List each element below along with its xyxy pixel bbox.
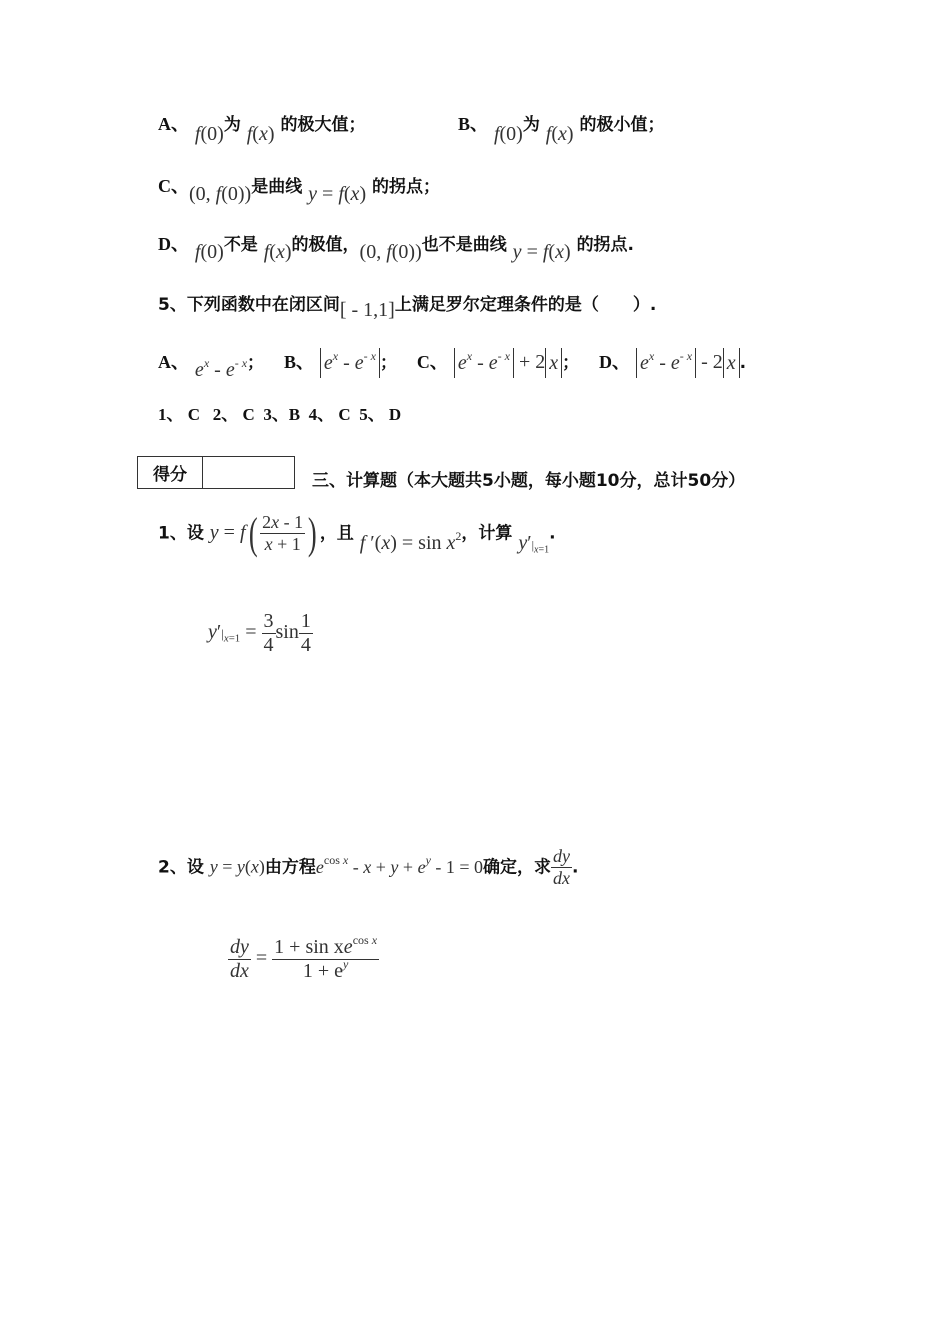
section-title: 三、计算题（本大题共5小题，每小题10分，总计50分） — [312, 471, 746, 491]
problem-2: 2、设 y = y(x)由方程$e^{cos x} - x + y + e^y - 1 = 0$确定，求 $\frac{dy}{dx}$ . — [158, 846, 579, 888]
problem-2-answer: $\frac{dy}{dx}$ = $\frac{1 + \sin xe^{cos x}}{1 + e^y}$ — [230, 933, 378, 982]
score-blank[interactable] — [203, 457, 295, 489]
q5-options: A、 $e^x - e^{- x}$； B、 $e^x - e^{- x}$ ； C、 $e^x - e^{- x} + 2$ x ； D、 $e^x - e^{- x} - 2$ x . — [158, 349, 747, 381]
answer-key: 1、 C 2、 C 3、B 4、 C 5、 D — [158, 405, 402, 424]
q4-option-d: D、 f(0)不是 f(x)的极值，(0, f(0))也不是曲线 y = f(x) 的拐点. — [158, 234, 635, 263]
problem-1: 1、设 y = f( $\frac{2x - 1}{x + 1}$ ) ，且 f $'(x) = \sin x^2$，计算 $y'|_{x=1}$. — [158, 509, 556, 558]
q5-stem: 5、下列函数中在闭区间[ - 1,1]上满足罗尔定理条件的是（ ）. — [158, 295, 657, 321]
q4-option-c: C、(0, f(0))是曲线 y = f(x) 的拐点； — [158, 176, 441, 205]
problem-1-answer: $y'|_{x=1}$ = $\frac{3}{4}$ sin $\frac{1}{4}$ — [208, 610, 311, 656]
q4-option-a: A、 f(0)为 f(x) 的极大值； — [158, 114, 366, 145]
score-box — [137, 456, 295, 489]
score-label: 得分 — [138, 457, 203, 489]
q4-option-b: B、 f(0)为 f(x) 的极小值； — [458, 114, 665, 145]
